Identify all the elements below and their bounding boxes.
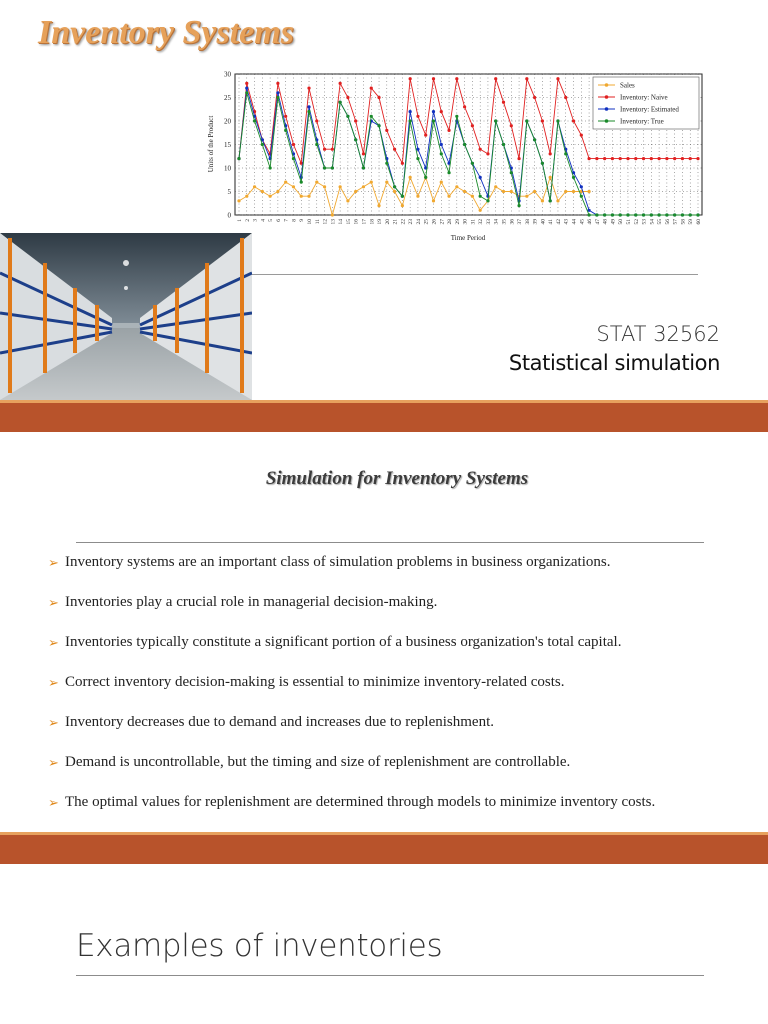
list-item: ➢ Demand is uncontrollable, but the timing and size of replenishment are controllable. <box>48 754 571 770</box>
x-axis-label: Time Period <box>450 234 486 242</box>
data-point <box>572 176 575 179</box>
x-tick-label: 41 <box>548 219 555 225</box>
x-tick-label: 50 <box>618 219 625 225</box>
data-point <box>681 213 684 216</box>
legend-swatch-marker <box>605 119 609 123</box>
data-point <box>463 105 466 108</box>
data-point <box>385 129 388 132</box>
data-point <box>440 143 443 146</box>
legend-label: Inventory: True <box>620 117 664 126</box>
title-divider <box>252 274 698 275</box>
title-divider <box>76 975 704 976</box>
data-point <box>315 143 318 146</box>
data-point <box>292 185 295 188</box>
x-tick-label: 5 <box>268 219 275 222</box>
y-tick-label: 5 <box>227 188 231 196</box>
data-point <box>619 213 622 216</box>
x-tick-label: 42 <box>555 219 562 225</box>
data-point <box>556 77 559 80</box>
y-axis-ticks <box>224 71 232 220</box>
data-point <box>463 143 466 146</box>
x-tick-label: 23 <box>408 219 415 225</box>
data-point <box>658 157 661 160</box>
data-point <box>409 110 412 113</box>
x-tick-label: 38 <box>524 219 531 225</box>
y-tick-label: 0 <box>227 211 231 220</box>
data-point <box>416 195 419 198</box>
x-tick-label: 46 <box>587 219 594 225</box>
x-tick-label: 45 <box>579 219 586 225</box>
slide-separator-band <box>0 403 768 432</box>
bullet-arrow-icon: ➢ <box>48 635 59 650</box>
data-point <box>564 190 567 193</box>
x-tick-label: 43 <box>563 219 570 225</box>
data-point <box>634 213 637 216</box>
data-point <box>447 129 450 132</box>
x-tick-label: 18 <box>369 219 376 225</box>
data-point <box>432 77 435 80</box>
data-point <box>471 195 474 198</box>
data-point <box>269 166 272 169</box>
data-point <box>424 134 427 137</box>
data-point <box>564 96 567 99</box>
data-point <box>409 176 412 179</box>
data-point <box>510 171 513 174</box>
x-tick-label: 37 <box>517 219 524 225</box>
data-point <box>587 190 590 193</box>
data-point <box>673 157 676 160</box>
x-tick-label: 15 <box>345 219 352 225</box>
data-point <box>665 213 668 216</box>
data-point <box>354 190 357 193</box>
x-tick-label: 39 <box>532 219 539 225</box>
data-point <box>323 148 326 151</box>
slide-title: Inventory Systems <box>38 14 294 51</box>
data-point <box>315 181 318 184</box>
data-point <box>658 213 661 216</box>
data-point <box>595 157 598 160</box>
legend-label: Inventory: Estimated <box>620 105 679 114</box>
data-point <box>253 119 256 122</box>
data-point <box>307 195 310 198</box>
data-point <box>455 185 458 188</box>
data-point <box>370 181 373 184</box>
data-point <box>626 213 629 216</box>
data-point <box>245 195 248 198</box>
data-point <box>479 195 482 198</box>
x-tick-label: 29 <box>454 219 461 225</box>
slide-title: Examples of inventories <box>76 928 443 964</box>
data-point <box>689 157 692 160</box>
x-tick-label: 24 <box>415 219 422 225</box>
data-point <box>494 77 497 80</box>
list-item: ➢ Inventory decreases due to demand and increases due to replenishment. <box>48 714 495 730</box>
data-point <box>525 195 528 198</box>
x-tick-label: 13 <box>330 219 337 225</box>
data-point <box>587 213 590 216</box>
data-point <box>572 119 575 122</box>
data-point <box>377 204 380 207</box>
data-point <box>307 105 310 108</box>
data-point <box>432 110 435 113</box>
data-point <box>339 185 342 188</box>
x-tick-label: 4 <box>260 219 267 222</box>
data-point <box>331 166 334 169</box>
x-tick-label: 9 <box>299 219 306 222</box>
data-point <box>447 171 450 174</box>
x-tick-label: 25 <box>423 219 430 225</box>
data-point <box>237 157 240 160</box>
x-tick-label: 8 <box>291 219 298 222</box>
legend-swatch-marker <box>605 95 609 99</box>
bullet-arrow-icon: ➢ <box>48 715 59 730</box>
x-tick-label: 33 <box>485 219 492 225</box>
data-point <box>541 199 544 202</box>
x-axis-ticks <box>237 219 702 225</box>
data-point <box>517 204 520 207</box>
x-tick-label: 10 <box>307 219 314 225</box>
data-point <box>689 213 692 216</box>
y-tick-label: 15 <box>224 141 231 149</box>
x-tick-label: 34 <box>493 219 500 225</box>
y-tick-label: 30 <box>224 70 231 79</box>
data-point <box>237 199 240 202</box>
x-tick-label: 6 <box>275 219 282 222</box>
legend-swatch-marker <box>605 83 609 87</box>
data-point <box>401 195 404 198</box>
x-tick-label: 52 <box>633 219 640 225</box>
data-point <box>276 190 279 193</box>
x-tick-label: 3 <box>252 219 259 222</box>
data-point <box>377 124 380 127</box>
data-point <box>245 91 248 94</box>
data-point <box>307 87 310 90</box>
data-point <box>486 152 489 155</box>
data-point <box>245 87 248 90</box>
slide-title: Simulation for Inventory Systems <box>265 468 529 489</box>
data-point <box>541 162 544 165</box>
data-point <box>533 190 536 193</box>
data-point <box>292 143 295 146</box>
x-tick-label: 54 <box>649 219 656 225</box>
x-tick-label: 60 <box>696 219 702 225</box>
data-point <box>284 181 287 184</box>
x-tick-label: 55 <box>657 219 664 225</box>
x-tick-label: 17 <box>361 219 368 225</box>
data-point <box>424 176 427 179</box>
bullet-arrow-icon: ➢ <box>48 755 59 770</box>
data-point <box>572 190 575 193</box>
data-point <box>339 101 342 104</box>
data-point <box>370 115 373 118</box>
data-point <box>346 96 349 99</box>
data-point <box>595 213 598 216</box>
data-point <box>276 82 279 85</box>
data-point <box>696 213 699 216</box>
data-point <box>339 82 342 85</box>
data-point <box>642 213 645 216</box>
x-tick-label: 57 <box>672 219 679 225</box>
data-point <box>603 157 606 160</box>
data-point <box>471 124 474 127</box>
data-point <box>393 185 396 188</box>
chart-legend <box>593 77 699 129</box>
data-point <box>564 152 567 155</box>
data-point <box>401 162 404 165</box>
bullet-arrow-icon: ➢ <box>48 795 59 810</box>
data-point <box>284 115 287 118</box>
data-point <box>377 96 380 99</box>
list-item: ➢ Inventories play a crucial role in managerial decision-making. <box>48 594 438 610</box>
y-axis-label: Units of the Product <box>207 115 215 173</box>
data-point <box>455 77 458 80</box>
data-point <box>416 148 419 151</box>
data-point <box>245 82 248 85</box>
x-tick-label: 58 <box>680 219 687 225</box>
data-point <box>455 115 458 118</box>
data-point <box>502 190 505 193</box>
x-tick-label: 35 <box>501 219 508 225</box>
data-point <box>471 162 474 165</box>
data-point <box>393 148 396 151</box>
data-point <box>533 96 536 99</box>
data-point <box>510 190 513 193</box>
data-point <box>284 129 287 132</box>
data-point <box>580 185 583 188</box>
data-point <box>549 176 552 179</box>
data-point <box>665 157 668 160</box>
data-point <box>276 96 279 99</box>
data-point <box>650 213 653 216</box>
data-point <box>463 190 466 193</box>
course-code: STAT 32562 <box>596 322 720 346</box>
data-point <box>269 195 272 198</box>
data-point <box>525 77 528 80</box>
data-point <box>494 185 497 188</box>
x-tick-label: 40 <box>540 219 547 225</box>
list-item: ➢ Inventories typically constitute a significant portion of a business organization's total capital. <box>48 634 622 650</box>
bullet-arrow-icon: ➢ <box>48 555 59 570</box>
data-point <box>416 115 419 118</box>
x-tick-label: 7 <box>283 219 290 222</box>
data-point <box>261 143 264 146</box>
data-point <box>502 101 505 104</box>
slide-separator-band <box>0 835 768 864</box>
data-point <box>479 176 482 179</box>
x-tick-label: 20 <box>384 219 391 225</box>
data-point <box>549 199 552 202</box>
bullet-list <box>48 553 748 833</box>
data-point <box>354 138 357 141</box>
data-point <box>642 157 645 160</box>
list-item: ➢ Inventory systems are an important class of simulation problems in business organizations. <box>48 554 611 570</box>
data-point <box>401 204 404 207</box>
data-point <box>440 110 443 113</box>
x-tick-label: 21 <box>392 219 399 225</box>
x-tick-label: 56 <box>664 219 671 225</box>
x-tick-label: 30 <box>462 219 469 225</box>
data-point <box>556 119 559 122</box>
data-point <box>603 213 606 216</box>
data-point <box>315 119 318 122</box>
data-point <box>362 185 365 188</box>
x-tick-label: 53 <box>641 219 648 225</box>
data-point <box>409 77 412 80</box>
data-point <box>673 213 676 216</box>
y-tick-label: 20 <box>224 117 231 126</box>
x-tick-label: 44 <box>571 219 578 225</box>
data-point <box>416 157 419 160</box>
list-item: ➢ Correct inventory decision-making is essential to minimize inventory-related costs. <box>48 674 565 690</box>
x-tick-label: 49 <box>610 219 617 225</box>
data-point <box>510 124 513 127</box>
data-point <box>502 143 505 146</box>
data-point <box>556 199 559 202</box>
data-point <box>447 195 450 198</box>
data-point <box>650 157 653 160</box>
title-divider <box>76 542 704 543</box>
data-point <box>323 166 326 169</box>
data-point <box>479 209 482 212</box>
bullet-arrow-icon: ➢ <box>48 675 59 690</box>
data-point <box>393 190 396 193</box>
x-tick-label: 51 <box>625 219 632 225</box>
data-point <box>276 91 279 94</box>
x-tick-label: 31 <box>470 219 477 225</box>
x-tick-label: 59 <box>688 219 695 225</box>
bullet-arrow-icon: ➢ <box>48 595 59 610</box>
data-point <box>533 138 536 141</box>
inventory-line-chart <box>205 66 705 246</box>
data-point <box>580 134 583 137</box>
list-item: ➢ The optimal values for replenishment are determined through models to minimize inventory costs. <box>48 794 656 810</box>
legend-label: Sales <box>620 81 635 90</box>
data-point <box>634 157 637 160</box>
data-point <box>440 152 443 155</box>
data-point <box>541 119 544 122</box>
x-tick-label: 16 <box>353 219 360 225</box>
x-tick-label: 14 <box>338 219 345 225</box>
data-point <box>619 157 622 160</box>
data-point <box>549 152 552 155</box>
x-tick-label: 11 <box>314 219 321 225</box>
data-point <box>611 213 614 216</box>
x-tick-label: 26 <box>431 219 438 225</box>
x-tick-label: 19 <box>377 219 384 225</box>
data-point <box>432 199 435 202</box>
data-point <box>611 157 614 160</box>
x-tick-label: 22 <box>400 219 407 225</box>
x-tick-label: 32 <box>478 219 485 225</box>
x-tick-label: 1 <box>237 219 243 222</box>
legend-swatch-marker <box>605 107 609 111</box>
data-point <box>300 181 303 184</box>
data-point <box>292 157 295 160</box>
y-tick-label: 25 <box>224 94 231 102</box>
data-point <box>409 119 412 122</box>
data-point <box>681 157 684 160</box>
y-tick-label: 10 <box>224 164 231 173</box>
data-point <box>331 148 334 151</box>
data-point <box>362 152 365 155</box>
data-point <box>494 119 497 122</box>
data-point <box>253 185 256 188</box>
data-point <box>300 195 303 198</box>
data-point <box>525 119 528 122</box>
data-point <box>346 115 349 118</box>
data-point <box>370 87 373 90</box>
data-point <box>517 157 520 160</box>
x-tick-label: 27 <box>439 219 446 225</box>
x-tick-label: 48 <box>602 219 609 225</box>
data-point <box>331 213 334 216</box>
x-tick-label: 12 <box>322 219 329 225</box>
data-point <box>486 199 489 202</box>
data-point <box>385 162 388 165</box>
data-point <box>307 110 310 113</box>
data-point <box>587 157 590 160</box>
data-point <box>385 181 388 184</box>
warehouse-photo <box>0 233 252 400</box>
data-point <box>626 157 629 160</box>
data-point <box>479 148 482 151</box>
x-tick-label: 2 <box>244 219 251 222</box>
data-point <box>346 199 349 202</box>
x-tick-label: 47 <box>594 219 601 225</box>
data-point <box>261 190 264 193</box>
data-point <box>362 166 365 169</box>
x-tick-label: 36 <box>509 219 516 225</box>
legend-label: Inventory: Naive <box>620 93 668 102</box>
data-point <box>432 119 435 122</box>
data-point <box>354 119 357 122</box>
data-point <box>440 181 443 184</box>
x-tick-label: 28 <box>447 219 454 225</box>
data-point <box>580 195 583 198</box>
data-point <box>323 185 326 188</box>
data-point <box>696 157 699 160</box>
course-name: Statistical simulation <box>508 351 720 375</box>
